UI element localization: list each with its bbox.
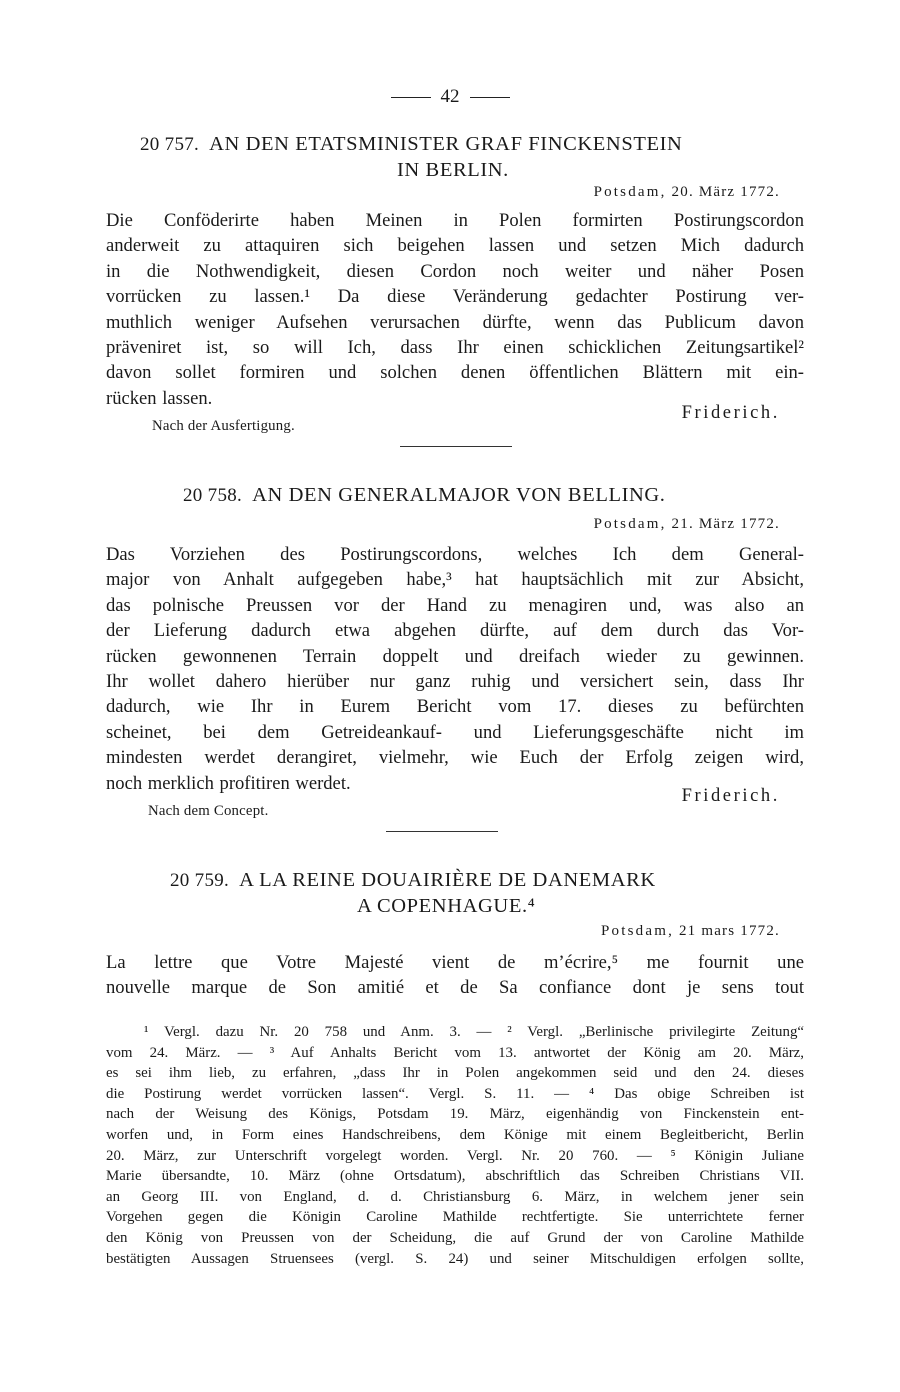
page-number-dash-left	[391, 97, 431, 98]
letter-3-place: Potsdam,	[601, 923, 675, 939]
section-divider	[386, 831, 498, 832]
footnotes	[106, 1022, 804, 1269]
letter-3-date: 21 mars 1772.	[678, 923, 780, 939]
page-number	[0, 86, 900, 108]
footnote-line: an Georg III. von England, d. d. Christiansburg 6. März, in welchem jener sein	[106, 1188, 804, 1205]
body-line: muthlich weniger Aufsehen verursachen dürfte, wenn das Publicum davon	[106, 311, 804, 333]
footnote-line: den König von Preussen von der Scheidung, die auf Grund der von Caroline Mathilde	[106, 1229, 804, 1246]
letter-1-place: Potsdam,	[593, 184, 667, 200]
body-line: dadurch, wie Ihr in Eurem Bericht vom 17. dieses zu befürchten	[106, 696, 804, 718]
body-line: Die Conföderirte haben Meinen in Polen formirten Postirungscordon	[106, 210, 804, 231]
body-line: das polnische Preussen vor der Hand zu menagiren und, was also an	[106, 594, 804, 616]
letter-2-heading	[183, 484, 666, 507]
footnote-line: bestätigten Aussagen Struensees (vergl. S. 24) und seiner Mitschuldigen erfolgen sollte,	[106, 1250, 804, 1267]
body-line: der Lieferung dadurch etwa abgehen dürfte, auf dem durch das Vor-	[106, 620, 804, 642]
letter-3-title-line1: A LA REINE DOUAIRIÈRE DE DANEMARK	[239, 869, 656, 891]
page-number-text: 42	[440, 86, 460, 107]
body-line: präveniret ist, so will Ich, dass Ihr einen schicklichen Zeitungsartikel²	[106, 336, 804, 358]
page-number-dash-right	[470, 97, 510, 98]
footnote-line: es sei ihm lieb, zu erfahren, „dass Ihr in Polen angekommen seid und den 24. dieses	[106, 1065, 804, 1082]
body-line: rücken lassen.	[106, 387, 213, 409]
letter-2-title-line1: AN DEN GENERALMAJOR VON BELLING.	[252, 484, 666, 506]
letter-1-title-line2: IN BERLIN.	[397, 159, 509, 181]
body-line: Ihr wollet dahero hierüber nur ganz ruhig und versichert sein, dass Ihr	[106, 670, 804, 692]
letter-2-number: 20 758.	[183, 485, 243, 506]
body-line: in die Nothwendigkeit, diesen Cordon noch weiter und näher Posen	[106, 260, 804, 282]
footnote-line: nach der Weisung des Königs, Potsdam 19. März, eigenhändig von Finckenstein ent-	[106, 1106, 804, 1123]
letter-2-source: Nach dem Concept.	[148, 803, 269, 819]
letter-3-heading	[170, 869, 656, 892]
letter-2-body	[106, 542, 804, 796]
letter-2-dateline	[594, 516, 780, 533]
letter-1-body	[106, 208, 804, 411]
letter-2-signature: Friderich.	[681, 786, 780, 806]
footnote-line: 20. März, zur Unterschrift vorgelegt worden. Vergl. Nr. 20 760. — ⁵ Königin Juliane	[106, 1147, 804, 1164]
body-line: rücken gewonnenen Terrain doppelt und dreifach wieder zu gewinnen.	[106, 645, 804, 667]
letter-3-number: 20 759.	[170, 870, 230, 891]
section-divider	[400, 446, 512, 447]
body-line: La lettre que Votre Majesté vient de m’écrire,⁵ me fournit une	[106, 952, 804, 973]
letter-2-place: Potsdam,	[593, 516, 667, 532]
body-line: anderweit zu attaquiren sich beigehen lassen und setzen Mich dadurch	[106, 235, 804, 257]
letter-3-body	[106, 950, 804, 1001]
body-line: scheinet, bei dem Getreideankauf- und Lieferungsgeschäfte nicht im	[106, 721, 804, 743]
letter-1-heading	[140, 133, 682, 156]
body-line: mindesten werdet derangiret, vielmehr, wie Euch der Erfolg zeigen wird,	[106, 747, 804, 769]
footnote-line: die Postirung werdet vorrücken lassen“. Vergl. S. 11. — ⁴ Das obige Schreiben ist	[106, 1085, 804, 1102]
footnote-line: worfen und, in Form eines Handschreibens, dem Könige mit einem Begleitbericht, Berlin	[106, 1126, 804, 1143]
body-line: davon sollet formiren und solchen denen öffentlichen Blättern mit ein-	[106, 362, 804, 384]
letter-3-title-line2: A COPENHAGUE.⁴	[357, 895, 536, 917]
footnote-line: vom 24. März. — ³ Auf Anhalts Bericht vom 13. antwortet der König am 20. März,	[106, 1044, 804, 1061]
letter-1-title-line1: AN DEN ETATSMINISTER GRAF FINCKENSTEIN	[209, 133, 683, 155]
body-line: nouvelle marque de Son amitié et de Sa confiance dont je sens tout	[106, 977, 804, 999]
letter-1-date: 20. März 1772.	[671, 184, 780, 200]
letter-1-number: 20 757.	[140, 134, 200, 155]
body-line: vorrücken zu lassen.¹ Da diese Veränderung gedachter Postirung ver-	[106, 286, 804, 308]
footnote-line: ¹ Vergl. dazu Nr. 20 758 und Anm. 3. — ² Vergl. „Berlinische privilegirte Zeitung“	[144, 1024, 804, 1040]
footnote-line: Vorgehen gegen die Königin Caroline Mathilde rechtfertigte. Sie unterrichtete ferner	[106, 1209, 804, 1226]
body-line: major von Anhalt aufgegeben habe,³ hat hauptsächlich mit zur Absicht,	[106, 569, 804, 591]
body-line: noch merklich profitiren werdet.	[106, 772, 351, 794]
body-line: Das Vorziehen des Postirungscordons, welches Ich dem General-	[106, 544, 804, 565]
letter-1-signature: Friderich.	[681, 403, 780, 423]
letter-1-source: Nach der Ausfertigung.	[152, 418, 295, 434]
footnote-line: Marie übersandte, 10. März (ohne Ortsdatum), abschriftlich das Schreiben Christians VII.	[106, 1168, 804, 1185]
letter-1-dateline	[594, 184, 780, 201]
letter-2-date: 21. März 1772.	[671, 516, 780, 532]
letter-3-dateline	[601, 923, 780, 940]
